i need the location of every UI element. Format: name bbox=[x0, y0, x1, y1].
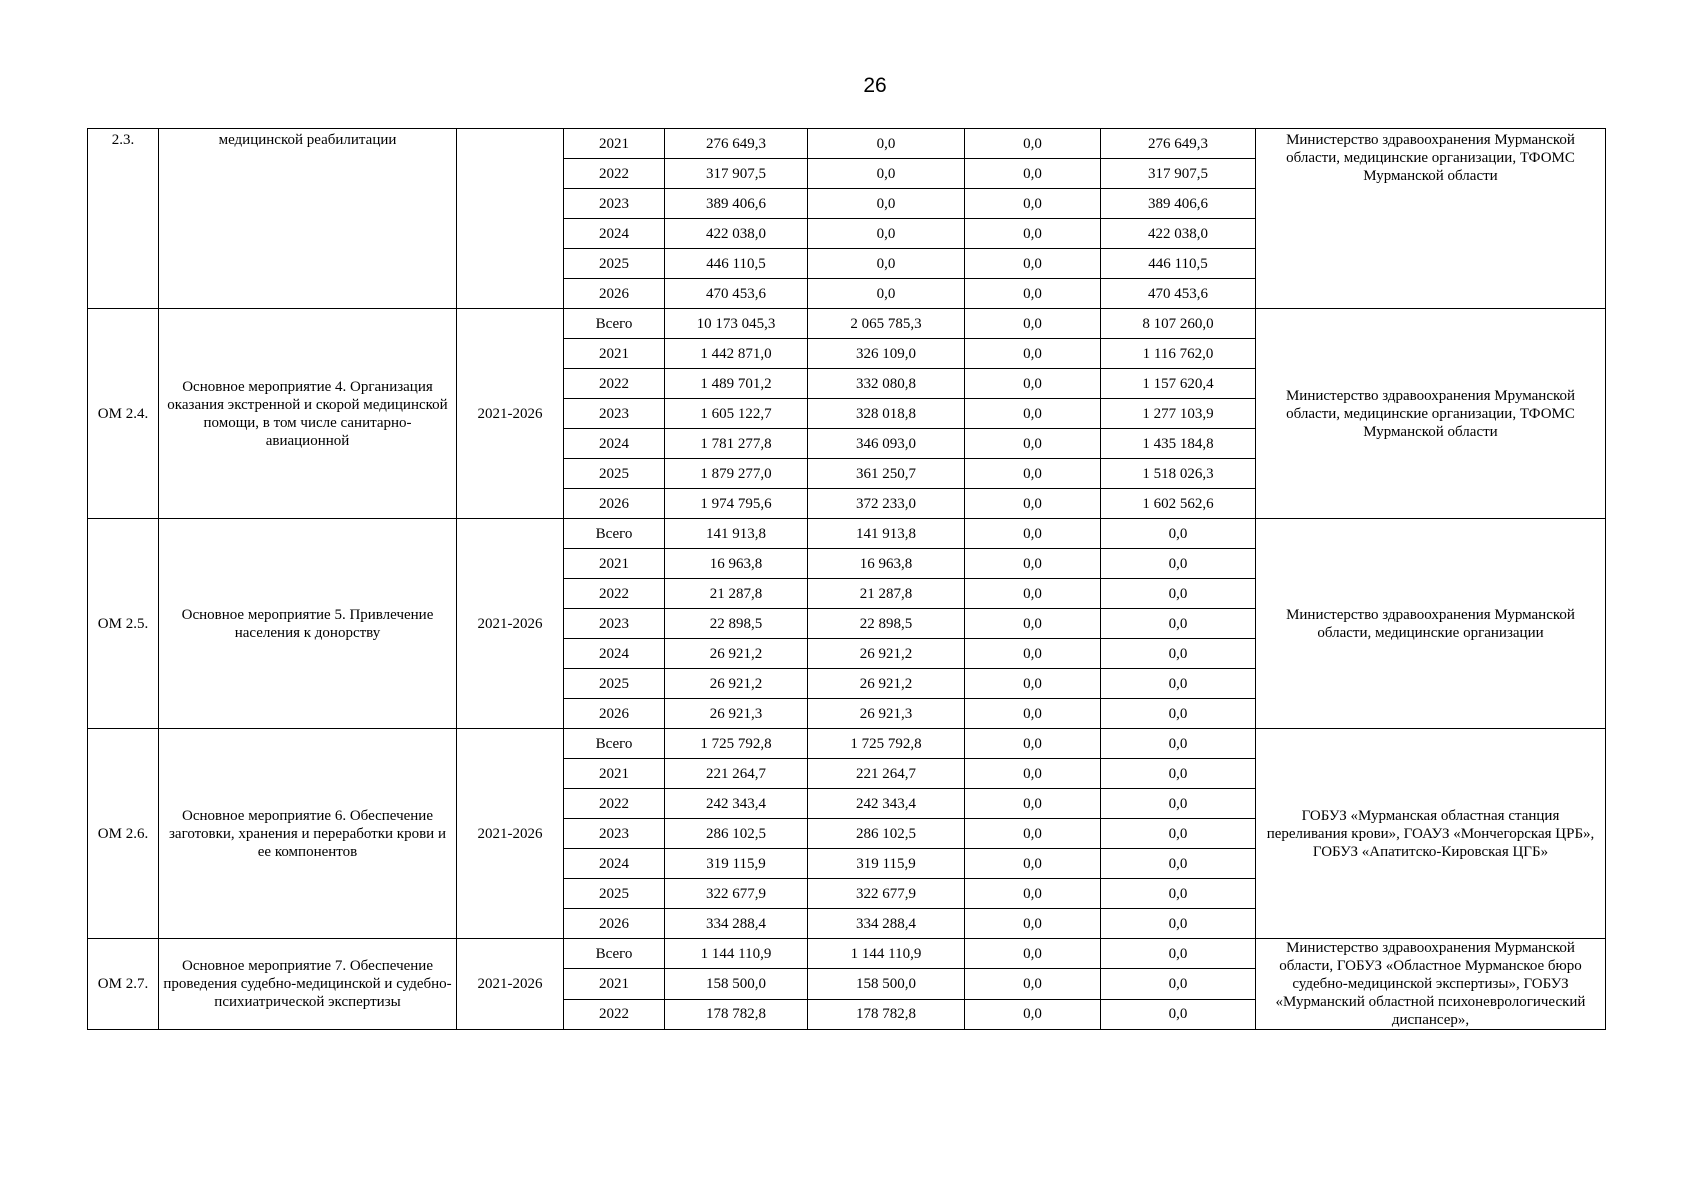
cell-total: 322 677,9 bbox=[665, 879, 808, 909]
cell-federal: 0,0 bbox=[808, 219, 965, 249]
cell-other: 1 157 620,4 bbox=[1101, 369, 1256, 399]
cell-local: 0,0 bbox=[965, 129, 1101, 159]
cell-other: 1 518 026,3 bbox=[1101, 459, 1256, 489]
section-code: ОМ 2.5. bbox=[88, 519, 159, 729]
cell-other: 0,0 bbox=[1101, 909, 1256, 939]
cell-federal: 0,0 bbox=[808, 279, 965, 309]
cell-total: 446 110,5 bbox=[665, 249, 808, 279]
cell-year: 2022 bbox=[564, 159, 665, 189]
cell-year: 2025 bbox=[564, 249, 665, 279]
cell-total: 1 974 795,6 bbox=[665, 489, 808, 519]
cell-year: 2026 bbox=[564, 489, 665, 519]
cell-local: 0,0 bbox=[965, 459, 1101, 489]
section-period: 2021-2026 bbox=[457, 729, 564, 939]
cell-other: 0,0 bbox=[1101, 879, 1256, 909]
cell-year: 2025 bbox=[564, 879, 665, 909]
cell-local: 0,0 bbox=[965, 789, 1101, 819]
cell-local: 0,0 bbox=[965, 219, 1101, 249]
section-executors: Министерство здравоохранения Мурманской области, медицинские организации bbox=[1256, 519, 1606, 729]
cell-total: 317 907,5 bbox=[665, 159, 808, 189]
cell-federal: 332 080,8 bbox=[808, 369, 965, 399]
cell-other: 0,0 bbox=[1101, 669, 1256, 699]
cell-year: 2024 bbox=[564, 639, 665, 669]
cell-local: 0,0 bbox=[965, 639, 1101, 669]
section-code: ОМ 2.7. bbox=[88, 939, 159, 1030]
cell-year: Всего bbox=[564, 939, 665, 969]
cell-total: 26 921,2 bbox=[665, 669, 808, 699]
cell-local: 0,0 bbox=[965, 939, 1101, 969]
cell-total: 422 038,0 bbox=[665, 219, 808, 249]
cell-federal: 322 677,9 bbox=[808, 879, 965, 909]
cell-total: 1 605 122,7 bbox=[665, 399, 808, 429]
cell-local: 0,0 bbox=[965, 969, 1101, 999]
cell-year: 2023 bbox=[564, 819, 665, 849]
cell-local: 0,0 bbox=[965, 249, 1101, 279]
cell-total: 1 144 110,9 bbox=[665, 939, 808, 969]
cell-other: 0,0 bbox=[1101, 939, 1256, 969]
section-name: Основное мероприятие 7. Обеспечение проведения судебно-медицинской и судебно-психиатрической экспертизы bbox=[159, 939, 457, 1030]
cell-federal: 26 921,3 bbox=[808, 699, 965, 729]
section-executors: ГОБУЗ «Мурманская областная станция переливания крови», ГОАУЗ «Мончегорская ЦРБ», ГОБУЗ «Апатитско-Кировская ЦГБ» bbox=[1256, 729, 1606, 939]
cell-other: 0,0 bbox=[1101, 609, 1256, 639]
cell-local: 0,0 bbox=[965, 549, 1101, 579]
cell-other: 0,0 bbox=[1101, 849, 1256, 879]
cell-federal: 26 921,2 bbox=[808, 639, 965, 669]
cell-federal: 286 102,5 bbox=[808, 819, 965, 849]
cell-federal: 221 264,7 bbox=[808, 759, 965, 789]
cell-other: 0,0 bbox=[1101, 699, 1256, 729]
cell-other: 0,0 bbox=[1101, 789, 1256, 819]
section-code: ОМ 2.4. bbox=[88, 309, 159, 519]
cell-local: 0,0 bbox=[965, 339, 1101, 369]
cell-other: 1 602 562,6 bbox=[1101, 489, 1256, 519]
cell-federal: 21 287,8 bbox=[808, 579, 965, 609]
table-row bbox=[88, 519, 1606, 549]
cell-federal: 319 115,9 bbox=[808, 849, 965, 879]
cell-total: 26 921,2 bbox=[665, 639, 808, 669]
cell-year: 2025 bbox=[564, 459, 665, 489]
table-body bbox=[88, 129, 1606, 1030]
cell-other: 0,0 bbox=[1101, 969, 1256, 999]
cell-other: 1 435 184,8 bbox=[1101, 429, 1256, 459]
cell-local: 0,0 bbox=[965, 999, 1101, 1029]
section-period: 2021-2026 bbox=[457, 519, 564, 729]
cell-federal: 0,0 bbox=[808, 189, 965, 219]
cell-federal: 141 913,8 bbox=[808, 519, 965, 549]
cell-federal: 242 343,4 bbox=[808, 789, 965, 819]
cell-local: 0,0 bbox=[965, 309, 1101, 339]
cell-year: 2026 bbox=[564, 279, 665, 309]
cell-total: 334 288,4 bbox=[665, 909, 808, 939]
cell-other: 276 649,3 bbox=[1101, 129, 1256, 159]
cell-total: 1 725 792,8 bbox=[665, 729, 808, 759]
section-period bbox=[457, 129, 564, 309]
cell-year: 2022 bbox=[564, 579, 665, 609]
funding-table bbox=[87, 128, 1606, 1030]
table-row bbox=[88, 129, 1606, 159]
cell-local: 0,0 bbox=[965, 759, 1101, 789]
section-name: Основное мероприятие 4. Организация оказания экстренной и скорой медицинской помощи, в том числе санитарно-авиационной bbox=[159, 309, 457, 519]
cell-year: 2021 bbox=[564, 129, 665, 159]
section-code: 2.3. bbox=[88, 129, 159, 309]
cell-total: 141 913,8 bbox=[665, 519, 808, 549]
table-row bbox=[88, 939, 1606, 969]
section-period: 2021-2026 bbox=[457, 939, 564, 1030]
cell-local: 0,0 bbox=[965, 579, 1101, 609]
cell-total: 178 782,8 bbox=[665, 999, 808, 1029]
cell-total: 21 287,8 bbox=[665, 579, 808, 609]
cell-other: 446 110,5 bbox=[1101, 249, 1256, 279]
cell-local: 0,0 bbox=[965, 669, 1101, 699]
cell-local: 0,0 bbox=[965, 849, 1101, 879]
cell-other: 317 907,5 bbox=[1101, 159, 1256, 189]
cell-total: 1 489 701,2 bbox=[665, 369, 808, 399]
cell-other: 0,0 bbox=[1101, 759, 1256, 789]
cell-year: 2023 bbox=[564, 609, 665, 639]
cell-local: 0,0 bbox=[965, 729, 1101, 759]
table-row bbox=[88, 729, 1606, 759]
cell-local: 0,0 bbox=[965, 159, 1101, 189]
section-name: медицинской реабилитации bbox=[159, 129, 457, 309]
cell-year: 2026 bbox=[564, 909, 665, 939]
cell-local: 0,0 bbox=[965, 519, 1101, 549]
cell-year: 2021 bbox=[564, 759, 665, 789]
cell-year: Всего bbox=[564, 309, 665, 339]
section-name: Основное мероприятие 6. Обеспечение заготовки, хранения и переработки крови и ее компонентов bbox=[159, 729, 457, 939]
cell-year: 2021 bbox=[564, 969, 665, 999]
cell-federal: 346 093,0 bbox=[808, 429, 965, 459]
cell-other: 0,0 bbox=[1101, 549, 1256, 579]
cell-total: 221 264,7 bbox=[665, 759, 808, 789]
page-number: 26 bbox=[863, 74, 887, 97]
section-executors: Министерство здравоохранения Мруманской области, медицинские организации, ТФОМС Мурманской области bbox=[1256, 309, 1606, 519]
cell-total: 10 173 045,3 bbox=[665, 309, 808, 339]
cell-local: 0,0 bbox=[965, 189, 1101, 219]
cell-other: 422 038,0 bbox=[1101, 219, 1256, 249]
section-executors: Министерство здравоохранения Мурманской области, медицинские организации, ТФОМС Мурманской области bbox=[1256, 129, 1606, 309]
cell-total: 319 115,9 bbox=[665, 849, 808, 879]
cell-year: 2023 bbox=[564, 399, 665, 429]
section-name: Основное мероприятие 5. Привлечение населения к донорству bbox=[159, 519, 457, 729]
cell-federal: 22 898,5 bbox=[808, 609, 965, 639]
cell-other: 389 406,6 bbox=[1101, 189, 1256, 219]
cell-federal: 334 288,4 bbox=[808, 909, 965, 939]
cell-year: Всего bbox=[564, 519, 665, 549]
cell-other: 0,0 bbox=[1101, 639, 1256, 669]
cell-year: Всего bbox=[564, 729, 665, 759]
cell-total: 16 963,8 bbox=[665, 549, 808, 579]
cell-federal: 361 250,7 bbox=[808, 459, 965, 489]
cell-other: 1 116 762,0 bbox=[1101, 339, 1256, 369]
cell-total: 26 921,3 bbox=[665, 699, 808, 729]
cell-federal: 178 782,8 bbox=[808, 999, 965, 1029]
cell-year: 2022 bbox=[564, 999, 665, 1029]
cell-other: 0,0 bbox=[1101, 819, 1256, 849]
cell-total: 22 898,5 bbox=[665, 609, 808, 639]
cell-local: 0,0 bbox=[965, 609, 1101, 639]
cell-federal: 0,0 bbox=[808, 129, 965, 159]
cell-other: 1 277 103,9 bbox=[1101, 399, 1256, 429]
cell-other: 0,0 bbox=[1101, 999, 1256, 1029]
cell-year: 2024 bbox=[564, 429, 665, 459]
cell-federal: 1 725 792,8 bbox=[808, 729, 965, 759]
cell-other: 0,0 bbox=[1101, 579, 1256, 609]
cell-other: 0,0 bbox=[1101, 519, 1256, 549]
cell-local: 0,0 bbox=[965, 699, 1101, 729]
cell-other: 8 107 260,0 bbox=[1101, 309, 1256, 339]
cell-year: 2022 bbox=[564, 369, 665, 399]
section-executors: Министерство здравоохранения Мурманской области, ГОБУЗ «Областное Мурманское бюро судебно-медицинской экспертизы», ГОБУЗ «Мурманский областной психоневрологический диспансер», bbox=[1256, 939, 1606, 1030]
section-code: ОМ 2.6. bbox=[88, 729, 159, 939]
cell-federal: 328 018,8 bbox=[808, 399, 965, 429]
cell-year: 2021 bbox=[564, 339, 665, 369]
cell-year: 2024 bbox=[564, 849, 665, 879]
cell-total: 1 879 277,0 bbox=[665, 459, 808, 489]
cell-other: 470 453,6 bbox=[1101, 279, 1256, 309]
cell-local: 0,0 bbox=[965, 399, 1101, 429]
cell-federal: 2 065 785,3 bbox=[808, 309, 965, 339]
cell-total: 389 406,6 bbox=[665, 189, 808, 219]
cell-federal: 1 144 110,9 bbox=[808, 939, 965, 969]
cell-year: 2023 bbox=[564, 189, 665, 219]
cell-federal: 326 109,0 bbox=[808, 339, 965, 369]
cell-year: 2022 bbox=[564, 789, 665, 819]
cell-local: 0,0 bbox=[965, 279, 1101, 309]
cell-total: 242 343,4 bbox=[665, 789, 808, 819]
cell-year: 2026 bbox=[564, 699, 665, 729]
cell-local: 0,0 bbox=[965, 819, 1101, 849]
cell-total: 276 649,3 bbox=[665, 129, 808, 159]
section-period: 2021-2026 bbox=[457, 309, 564, 519]
cell-year: 2024 bbox=[564, 219, 665, 249]
cell-total: 158 500,0 bbox=[665, 969, 808, 999]
cell-local: 0,0 bbox=[965, 879, 1101, 909]
cell-federal: 0,0 bbox=[808, 249, 965, 279]
cell-year: 2021 bbox=[564, 549, 665, 579]
cell-local: 0,0 bbox=[965, 369, 1101, 399]
cell-total: 470 453,6 bbox=[665, 279, 808, 309]
cell-local: 0,0 bbox=[965, 489, 1101, 519]
cell-other: 0,0 bbox=[1101, 729, 1256, 759]
cell-total: 286 102,5 bbox=[665, 819, 808, 849]
table-row bbox=[88, 309, 1606, 339]
cell-local: 0,0 bbox=[965, 429, 1101, 459]
cell-total: 1 442 871,0 bbox=[665, 339, 808, 369]
cell-year: 2025 bbox=[564, 669, 665, 699]
cell-federal: 0,0 bbox=[808, 159, 965, 189]
cell-local: 0,0 bbox=[965, 909, 1101, 939]
cell-total: 1 781 277,8 bbox=[665, 429, 808, 459]
cell-federal: 26 921,2 bbox=[808, 669, 965, 699]
cell-federal: 158 500,0 bbox=[808, 969, 965, 999]
cell-federal: 372 233,0 bbox=[808, 489, 965, 519]
cell-federal: 16 963,8 bbox=[808, 549, 965, 579]
